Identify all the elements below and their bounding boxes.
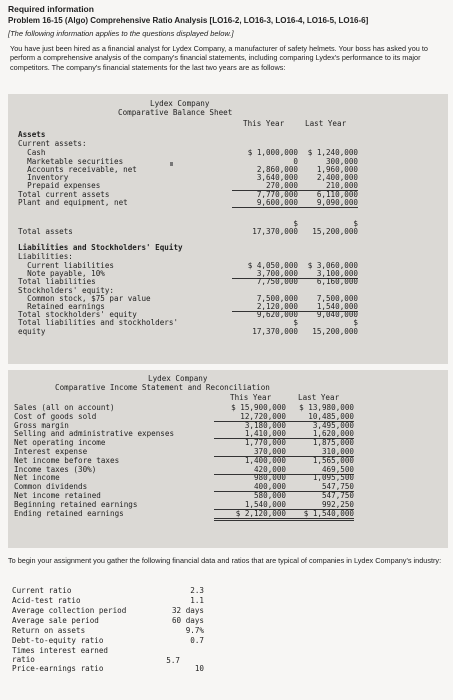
- is-row-label: Cost of goods sold: [14, 412, 97, 421]
- is-row-last-year: 1,875,000: [312, 438, 354, 447]
- is-row-label: Net operating income: [14, 438, 106, 447]
- is-row-label: Income taxes (30%): [14, 465, 97, 474]
- is-row-last-year: 992,250: [286, 500, 354, 510]
- bs-company: Lydex Company: [150, 99, 210, 108]
- bs-row-last-year: 210,000: [292, 181, 358, 191]
- bs-row-last-year: 9,090,000: [292, 198, 358, 208]
- bs-title: Comparative Balance Sheet: [118, 108, 233, 117]
- bs-row-last-year: 3,100,000: [292, 269, 358, 279]
- industry-intro: To begin your assignment you gather the following financial data and ratios that are typical of companies in Lydex Company's industry:: [8, 556, 442, 565]
- is-row-last-year: 469,500: [286, 465, 354, 475]
- bs-row-last-year: $: [353, 219, 358, 228]
- is-row-last-year: 1,095,500: [312, 473, 354, 482]
- bs-row-last-year: 1,540,000: [292, 302, 358, 312]
- is-row-this-year: 12,720,000: [214, 412, 286, 422]
- bs-row-label: Stockholders' equity:: [18, 286, 115, 295]
- is-row-this-year: $ 15,900,000: [231, 403, 286, 412]
- industry-ratio-label: Return on assets: [12, 626, 86, 635]
- bs-row-label: Total stockholders' equity: [18, 310, 137, 319]
- bs-row-last-year: 300,000: [325, 157, 358, 166]
- bs-row-label: equity: [18, 327, 46, 336]
- bs-row-last-year: 2,400,000: [316, 173, 358, 182]
- is-row-last-year: $ 13,980,000: [299, 403, 354, 412]
- bs-row-label: Note payable, 10%: [18, 269, 105, 278]
- is-row-this-year: 980,000: [253, 473, 286, 482]
- bs-row-this-year: 9,600,000: [232, 198, 298, 208]
- is-row-label: Selling and administrative expenses: [14, 429, 175, 438]
- is-row-this-year: 1,540,000: [214, 500, 286, 510]
- is-title: Comparative Income Statement and Reconciliation: [55, 383, 270, 392]
- bs-row-last-year: 6,110,000: [316, 190, 358, 199]
- bs-row-label: Total liabilities: [18, 277, 96, 286]
- is-row-this-year: 420,000: [214, 465, 286, 475]
- bs-row-this-year: $ 4,050,000: [247, 261, 298, 270]
- bs-row-label: Marketable securities: [18, 157, 124, 166]
- bs-row-label: Common stock, $75 par value: [18, 294, 151, 303]
- is-row-label: Sales (all on account): [14, 403, 115, 412]
- industry-ratio-value: 32 days: [171, 606, 204, 615]
- bs-row-last-year: $ 1,240,000: [307, 148, 358, 157]
- bs-row-this-year: 7,500,000: [256, 294, 298, 303]
- is-row-last-year: 1,565,000: [312, 456, 354, 465]
- bs-row-this-year: 7,770,000: [256, 190, 298, 199]
- bs-row-last-year: 15,200,000: [312, 227, 358, 236]
- bs-row-this-year: 7,750,000: [256, 277, 298, 286]
- bs-row-label: Cash: [18, 148, 46, 157]
- bs-row-label: Assets: [18, 130, 46, 139]
- is-col-last: Last Year: [298, 393, 340, 402]
- bs-row-label: Current liabilities: [18, 261, 115, 270]
- is-row-label: Net income: [14, 473, 60, 482]
- bs-row-last-year: $ 3,060,000: [307, 261, 358, 270]
- is-row-this-year: 400,000: [214, 482, 286, 492]
- bs-row-label: Current assets:: [18, 139, 87, 148]
- industry-ratio-label: Price-earnings ratio: [12, 664, 104, 673]
- bs-row-this-year: 17,370,000: [252, 327, 298, 336]
- is-row-this-year: 370,000: [214, 447, 286, 457]
- industry-ratio-value: 2.3: [190, 586, 204, 595]
- required-heading: Required information: [8, 4, 94, 14]
- bs-row-label: Retained earnings: [18, 302, 105, 311]
- bs-row-this-year: $: [293, 219, 298, 228]
- industry-ratio-value: 5.7: [166, 656, 180, 665]
- bs-row-this-year: $ 1,000,000: [247, 148, 298, 157]
- bs-row-label: Liabilities and Stockholders' Equity: [18, 243, 183, 252]
- industry-ratio-label: Current ratio: [12, 586, 72, 595]
- bs-row-this-year: 0: [293, 157, 298, 166]
- bs-row-this-year: 270,000: [232, 181, 298, 191]
- is-row-this-year: $ 2,120,000: [214, 509, 286, 521]
- industry-ratio-label: Acid-test ratio: [12, 596, 81, 605]
- instruction-note: [The following information applies to the questions displayed below.]: [8, 29, 234, 38]
- cursor-mark: [170, 162, 173, 166]
- is-row-label: Net income before taxes: [14, 456, 120, 465]
- industry-ratio-value: 9.7%: [185, 626, 204, 635]
- industry-ratio-label: Average sale period: [12, 616, 99, 625]
- is-row-label: Ending retained earnings: [14, 509, 124, 518]
- bs-row-label: Total current assets: [18, 190, 110, 199]
- industry-ratio-label: Times interest earned ratio: [12, 646, 109, 664]
- bs-row-this-year: $: [293, 318, 298, 327]
- bs-row-this-year: 3,700,000: [232, 269, 298, 279]
- bs-row-this-year: 2,860,000: [256, 165, 298, 174]
- is-company: Lydex Company: [148, 374, 208, 383]
- bs-row-last-year: $: [353, 318, 358, 327]
- bs-row-label: Total assets: [18, 227, 73, 236]
- industry-ratio-value: 60 days: [171, 616, 204, 625]
- bs-col-last: Last Year: [305, 119, 347, 128]
- industry-ratio-value: 1.1: [190, 596, 204, 605]
- industry-ratio-label: Average collection period: [12, 606, 127, 615]
- is-row-label: Net income retained: [14, 491, 101, 500]
- is-row-this-year: 580,000: [253, 491, 286, 500]
- industry-ratio-value: 0.7: [190, 636, 204, 645]
- problem-title: Problem 16-15 (Algo) Comprehensive Ratio Analysis [LO16-2, LO16-3, LO16-4, LO16-5, LO16-6]: [8, 16, 369, 25]
- bs-row-last-year: 9,040,000: [316, 310, 358, 319]
- is-col-this: This Year: [230, 393, 272, 402]
- industry-ratio-label: Debt-to-equity ratio: [12, 636, 104, 645]
- is-row-label: Gross margin: [14, 421, 69, 430]
- is-row-last-year: 3,495,000: [312, 421, 354, 430]
- is-row-last-year: 1,620,000: [286, 429, 354, 439]
- bs-row-label: Inventory: [18, 173, 69, 182]
- industry-ratio-value: 10: [194, 664, 204, 673]
- bs-row-last-year: 6,160,000: [316, 277, 358, 286]
- is-row-last-year: 10,485,000: [286, 412, 354, 422]
- is-row-last-year: 547,750: [321, 491, 354, 500]
- bs-row-label: Total liabilities and stockholders': [18, 318, 179, 327]
- is-row-this-year: 1,770,000: [244, 438, 286, 447]
- is-row-label: Common dividends: [14, 482, 88, 491]
- is-row-label: Interest expense: [14, 447, 88, 456]
- bs-row-label: Liabilities:: [18, 252, 73, 261]
- bs-row-last-year: 7,500,000: [316, 294, 358, 303]
- bs-row-label: Prepaid expenses: [18, 181, 101, 190]
- is-row-this-year: 1,410,000: [214, 429, 286, 439]
- is-row-this-year: 1,400,000: [244, 456, 286, 465]
- bs-row-this-year: 17,370,000: [252, 227, 298, 236]
- bs-row-label: Accounts receivable, net: [18, 165, 137, 174]
- bs-row-label: Plant and equipment, net: [18, 198, 128, 207]
- intro-paragraph: You have just been hired as a financial analyst for Lydex Company, a manufacturer of safety helmets. Your boss has asked you to perform a comprehensive analysis of the company's financial statements, including comparing Lydex's performance to its major competitors. The company's financial statements for the last two years are as follows:: [10, 44, 428, 72]
- bs-row-last-year: 15,200,000: [312, 327, 358, 336]
- bs-row-this-year: 9,620,000: [256, 310, 298, 319]
- is-row-label: Beginning retained earnings: [14, 500, 138, 509]
- is-row-last-year: 310,000: [286, 447, 354, 457]
- bs-row-last-year: 1,960,000: [316, 165, 358, 174]
- bs-col-this: This Year: [243, 119, 285, 128]
- is-row-last-year: $ 1,540,000: [286, 509, 354, 521]
- is-row-last-year: 547,750: [286, 482, 354, 492]
- bs-row-this-year: 2,120,000: [232, 302, 298, 312]
- is-row-this-year: 3,180,000: [244, 421, 286, 430]
- bs-row-this-year: 3,640,000: [256, 173, 298, 182]
